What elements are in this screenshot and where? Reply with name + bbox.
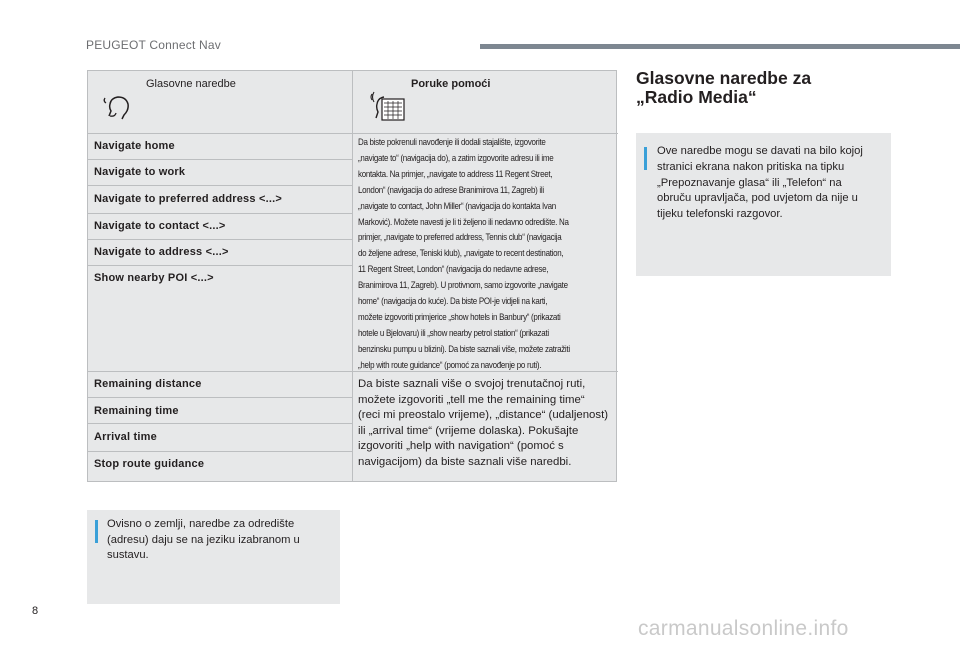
command-arrival-time: Arrival time: [94, 431, 157, 443]
command-show-nearby-poi: Show nearby POI <...>: [94, 272, 214, 284]
voice-command-icon: [102, 86, 132, 120]
row-divider: [88, 213, 352, 214]
header-divider: [88, 133, 618, 134]
row-divider: [88, 159, 352, 160]
page-number: 8: [32, 605, 39, 617]
header-bar: [480, 44, 960, 49]
col-header-help-messages: Poruke pomoći: [411, 78, 491, 90]
row-divider: [88, 451, 352, 452]
command-navigate-to-preferred-address: Navigate to preferred address <...>: [94, 193, 282, 205]
command-navigate-to-work: Navigate to work: [94, 166, 186, 178]
radio-media-info-box: [636, 133, 891, 276]
section-title: Glasovne naredbe za „Radio Media“: [636, 68, 812, 107]
row-divider: [88, 265, 352, 266]
row-divider: [88, 423, 352, 424]
route-help-text: Da biste saznali više o svojoj trenutačnoj ruti, možete izgovoriti „tell me the remaining time“ (reci mi preostalo vrijeme), „distance“ (udaljenost) ili „arrival time“ (vrijeme dolaska). Pokušajte izgovoriti „help with navigation“ (pomoć s navigacijom) da biste saznali više naredbi.: [358, 378, 609, 468]
navigation-help-text: Da biste pokrenuli navođenje ili dodali stajalište, izgovorite „navigate to“ (navigacija do), a zatim izgovorite adresu ili ime kontakta. Na primjer, „navigate to address 11 Regent Street, London“ (navigacija do adrese Branimirova 11, Zagreb) ili „navigate to contact, John Miller“ (navigacija do kontakta Ivan Marković). Možete navesti je li ti željeno ili nedavno odredište. Na primjer, „navigate to preferred address, Tennis club“ (navigacija do željene adrese, Teniski klub), „navigate to recent destination, 11 Regent Street, London“ (navigacija do nedavne adrese, Branimirova 11, Zagreb). U protivnom, samo izgovorite „navigate home“ (navigacija do kuće). Da biste POI-je vidjeli na karti, možete izgovoriti primjerice „show hotels in Banbury“ (prikazati hotele u Bjelovaru) ili „show nearby petrol station“ (prikazati benzinsku pumpu u blizini). Da biste saznali više, možete zatražiti „help with route guidance“ (pomoć za navođenje po ruti).: [358, 137, 570, 370]
command-remaining-distance: Remaining distance: [94, 378, 202, 390]
row-divider: [88, 397, 352, 398]
country-note-box: [87, 510, 340, 604]
command-navigate-home: Navigate home: [94, 140, 175, 152]
country-note-text: Ovisno o zemlji, naredbe za odredište (adresu) daju se na jeziku izabranom u sustavu.: [107, 518, 300, 562]
row-divider: [88, 185, 352, 186]
info-marker-icon: [644, 147, 647, 170]
row-divider: [88, 239, 352, 240]
running-header: PEUGEOT Connect Nav: [86, 38, 221, 52]
voice-commands-table: [87, 70, 617, 482]
radio-media-info-text: Ove naredbe mogu se davati na bilo kojoj stranici ekrana nakon pritiska na tipku „Prepoznavanje glasa“ ili „Telefon“ na obruču upravljača, pod uvjetom da nije u tijeku telefonski razgovor.: [657, 145, 863, 221]
info-marker-icon: [95, 520, 98, 543]
command-remaining-time: Remaining time: [94, 405, 179, 417]
help-messages-icon: [370, 86, 406, 122]
command-stop-route-guidance: Stop route guidance: [94, 458, 205, 470]
command-navigate-to-address: Navigate to address <...>: [94, 246, 229, 258]
watermark: carmanualsonline.info: [638, 617, 849, 640]
command-navigate-to-contact: Navigate to contact <...>: [94, 220, 226, 232]
col-header-voice-commands: Glasovne naredbe: [146, 78, 236, 90]
